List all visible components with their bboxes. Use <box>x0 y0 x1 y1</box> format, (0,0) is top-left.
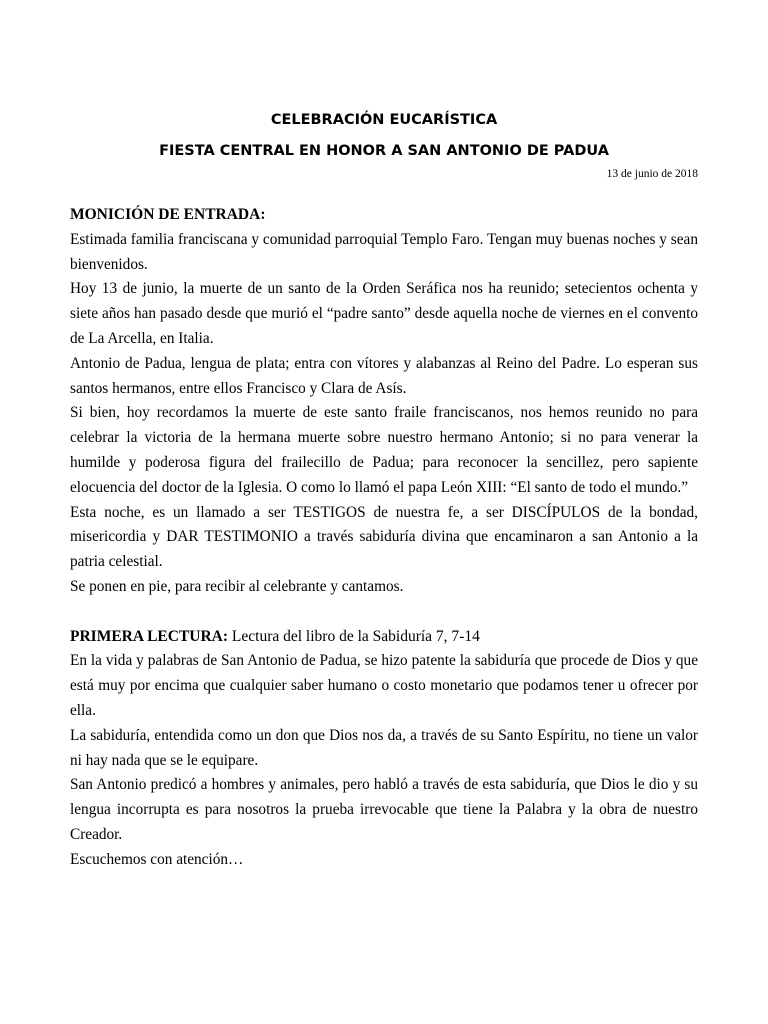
section-primera-lectura <box>70 625 698 873</box>
paragraph: Esta noche, es un llamado a ser TESTIGOS de nuestra fe, a ser DISCÍPULOS de la bondad, misericordia y DAR TESTIMONIO a través sabiduría divina que encaminaron a san Antonio a la patria celestial. <box>70 503 698 571</box>
paragraph: Se ponen en pie, para recibir al celebrante y cantamos. <box>70 577 404 595</box>
section-heading-monicion: MONICIÓN DE ENTRADA: <box>70 206 266 223</box>
paragraph: Escuchemos con atención… <box>70 850 244 868</box>
paragraph: Si bien, hoy recordamos la muerte de este santo fraile franciscanos, nos hemos reunido no para celebrar la victoria de la hermana muerte sobre nuestro hermano Antonio; si no para venerar la humilde y poderosa figura del frailecillo de Padua; para reconocer la sencillez, pero sapiente elocuencia del doctor de la Iglesia. O como lo llamó el papa León XIII: “El santo de todo el mundo.” <box>70 404 698 496</box>
paragraph: Estimada familia franciscana y comunidad parroquial Templo Faro. Tengan muy buenas noches y sean bienvenidos. <box>70 230 698 273</box>
section-spacer <box>70 600 698 625</box>
primera-lectura-label: PRIMERA LECTURA: <box>70 627 229 645</box>
document-page <box>70 110 698 873</box>
document-subtitle: FIESTA CENTRAL EN HONOR A SAN ANTONIO DE PADUA <box>159 143 609 159</box>
section-heading-primera-lectura <box>70 625 698 650</box>
document-title: CELEBRACIÓN EUCARÍSTICA <box>270 112 498 128</box>
paragraph: San Antonio predicó a hombres y animales, pero habló a través de esta sabiduría, que Dios le dio y su lengua incorrupta es para nosotros la prueba irrevocable que tiene la Palabra y la obra de nuestro Creador. <box>70 776 698 843</box>
paragraph: Antonio de Padua, lengua de plata; entra con vítores y alabanzas al Reino del Padre. Lo esperan sus santos hermanos, entre ellos Francisco y Clara de Asís. <box>70 354 698 397</box>
document-date: 13 de junio de 2018 <box>606 168 698 180</box>
paragraph: En la vida y palabras de San Antonio de Padua, se hizo patente la sabiduría que procede de Dios y que está muy por encima que cualquier saber humano o costo monetario que podamos tener u ofrecer por ella. <box>70 652 698 719</box>
paragraph: Hoy 13 de junio, la muerte de un santo de la Orden Seráfica nos ha reunido; setecientos ochenta y siete años han pasado desde que murió el “padre santo” desde aquella noche de viernes en el convento de La Arcella, en Italia. <box>70 280 698 347</box>
section-monicion-de-entrada <box>70 203 698 600</box>
paragraph: La sabiduría, entendida como un don que Dios nos da, a través de su Santo Espíritu, no tiene un valor ni hay nada que se le equipare. <box>70 726 698 769</box>
reading-reference: Lectura del libro de la Sabiduría 7, 7-14 <box>231 627 480 645</box>
